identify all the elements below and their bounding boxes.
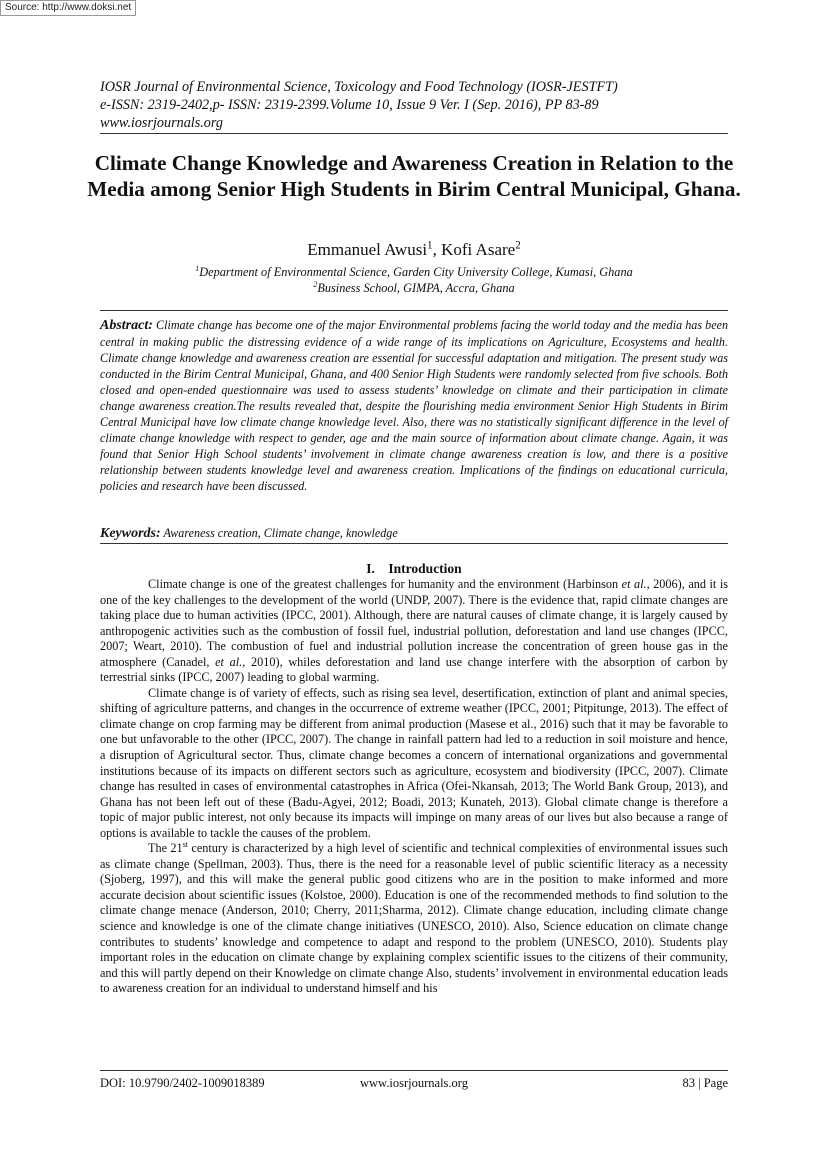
abstract-text: Climate change has become one of the major Environmental problems facing the world today and the media has been central in making public the distressing evidence of a wide range of its implications on Agriculture, Ecosystems and health. Climate change knowledge and awareness creation are essential for successful adaptation and mitigation. The present study was conducted in the Birim Central Municipal, Ghana, and 400 Senior High Students were randomly selected from five schools. Both closed and open-ended questionnaire was used to assess students’ knowledge on climate and their participation in climate change awareness creation.The results revealed that, despite the flourishing media environment Senior High Students in Birim Central Municipal have low climate change knowledge level. Also, there was no statistically significant difference in the level of climate change knowledge with respect to gender, age and the main source of information about climate change. Again, it was found that Senior High School students’ involvement in climate change awareness creation is low, and there is a positive relationship between students knowledge level and awareness creation. Implications of the findings on educational curricula, policies and research have been discussed. (100, 318, 728, 494)
footer-website: www.iosrjournals.org (360, 1076, 468, 1090)
author-list (100, 240, 728, 260)
journal-header (100, 78, 728, 132)
paragraph-text-italic: et al. (215, 654, 243, 669)
journal-name: IOSR Journal of Environmental Science, Toxicology and Food Technology (IOSR-JESTFT) (100, 79, 618, 95)
abstract (100, 317, 728, 495)
section-heading (100, 560, 728, 577)
body-text (100, 577, 728, 997)
journal-website: www.iosrjournals.org (100, 115, 223, 131)
paragraph-text: 2006), and it is one of the key challenges to the development of the world (UNDP, 2007). There is the evidence that, rapid climate changes are taking place due to human activities (IPCC, 2001). Although, there are natural causes of climate change, it is largely caused by anthropogenic activities such as the combustion of fossil fuel, industrial pollution, deforestation and land use changes (IPCC, 2007; Weart, 2010). The combustion of fuel and industrial pollution increase the concentration of green house gas in the atmosphere (Canadel, (100, 577, 728, 669)
paragraph (100, 577, 728, 686)
abstract-bottom-divider (100, 543, 728, 544)
affiliation-marker: 2 (313, 279, 318, 289)
affiliation-text: Business School, GIMPA, Accra, Ghana (317, 281, 515, 295)
keywords (100, 525, 728, 542)
keywords-text: Awareness creation, Climate change, knowledge (163, 526, 398, 540)
header-divider (100, 133, 728, 134)
section-title: Introduction (388, 561, 462, 576)
paper-title: Climate Change Knowledge and Awareness Creation in Relation to the Media among Senior High Students in Birim Central Municipal, Ghana. (87, 151, 741, 201)
author-separator: , (432, 240, 442, 259)
author-name: Emmanuel Awusi (307, 240, 428, 259)
paragraph-text: Climate change is one of the greatest challenges for humanity and the environment (Harbinson (148, 577, 622, 591)
abstract-top-divider (100, 310, 728, 311)
ordinal-suffix: st (182, 840, 188, 850)
footer-doi: DOI: 10.9790/2402-1009018389 (100, 1076, 265, 1090)
affiliation-marker: 1 (427, 239, 433, 252)
paragraph-text: , 2010), whiles deforestation and land use change interfere with the absorption of carbon by terrestrial sinks (IPCC, 2007) leading to global warming. (100, 654, 729, 685)
journal-issn: e-ISSN: 2319-2402,p- ISSN: 2319-2399.Volume 10, Issue 9 Ver. I (Sep. 2016), PP 83-89 (100, 97, 599, 113)
affiliation-marker: 2 (515, 239, 521, 252)
footer-page-number: 83 | Page (682, 1076, 728, 1090)
abstract-label: Abstract: (100, 318, 153, 333)
paragraph (100, 841, 728, 996)
paragraph: Climate change is of variety of effects, such as rising sea level, desertification, extinction of plant and animal species, shifting of agriculture patterns, and changes in the occurrence of extreme weather (IPCC, 2001; Pitpitunge, 2013). The effect of climate change on crop farming may be different from animal production (Masese et al., 2016) such that it may be favorable to one but unfavorable to the other (IPCC, 2007). The change in rainfall pattern had led to a reduction in soil moisture and hence, a disruption of Agricultural sector. Thus, climate change becomes a concern of international organizations and governmental institutions because of its impacts on different sectors such as agriculture, ecosystem and biodiversity (IPCC, 2007). Climate change has resulted in cases of environmental catastrophes in Africa (Ofei-Nkansah, 2013; The World Bank Group, 2013), and Ghana has not been left out of these (Badu-Agyei, 2012; Boadi, 2013; Kunateh, 2013). Global climate change is therefore a topic of major public interest, not only because its impacts will impinge on many areas of our lives but also because a range of options is available to tackle the causes of the problem. (100, 685, 728, 840)
page-footer (100, 1074, 728, 1092)
footer-divider (100, 1070, 728, 1071)
affiliation (100, 264, 728, 280)
paragraph-text: century is characterized by a high level of scientific and technical complexities of environmental issues such as climate change (Spellman, 2003). Thus, there is the need for a reasonable level of public scientific literacy as a necessity (Sjoberg, 1997), and this will make the general public good citizens who are in the position to make informed and more accurate decision about scientific issues (Kolstoe, 2000). Education is one of the recommended methods to find solution to the climate change menace (Anderson, 2010; Cherry, 2011;Sharma, 2012). Climate change education, including climate change science and knowledge is one of the climate change initiatives (UNESCO, 2010). Also, Science education on climate change contributes to students’ knowledge and competence to adapt and respond to the problem (UNESCO, 2010). Students play important roles in the education on climate change by explaining complex scientific issues to the citizens of their community, and this will partly depend on their Knowledge on climate change Also, students’ involvement in environmental education leads to awareness creation for an individual to understand himself and his (100, 841, 728, 996)
section-number: I. (366, 561, 375, 576)
affiliation-marker: 1 (195, 263, 200, 273)
author-name: Kofi Asare (441, 240, 516, 259)
affiliation-text: Department of Environmental Science, Garden City University College, Kumasi, Ghana (199, 265, 633, 279)
keywords-label: Keywords: (100, 526, 161, 541)
paragraph-text-italic: et al., (621, 577, 650, 591)
affiliation (100, 280, 728, 296)
paragraph-text: The 21 (148, 841, 183, 856)
source-label: Source: http://www.doksi.net (0, 0, 136, 16)
